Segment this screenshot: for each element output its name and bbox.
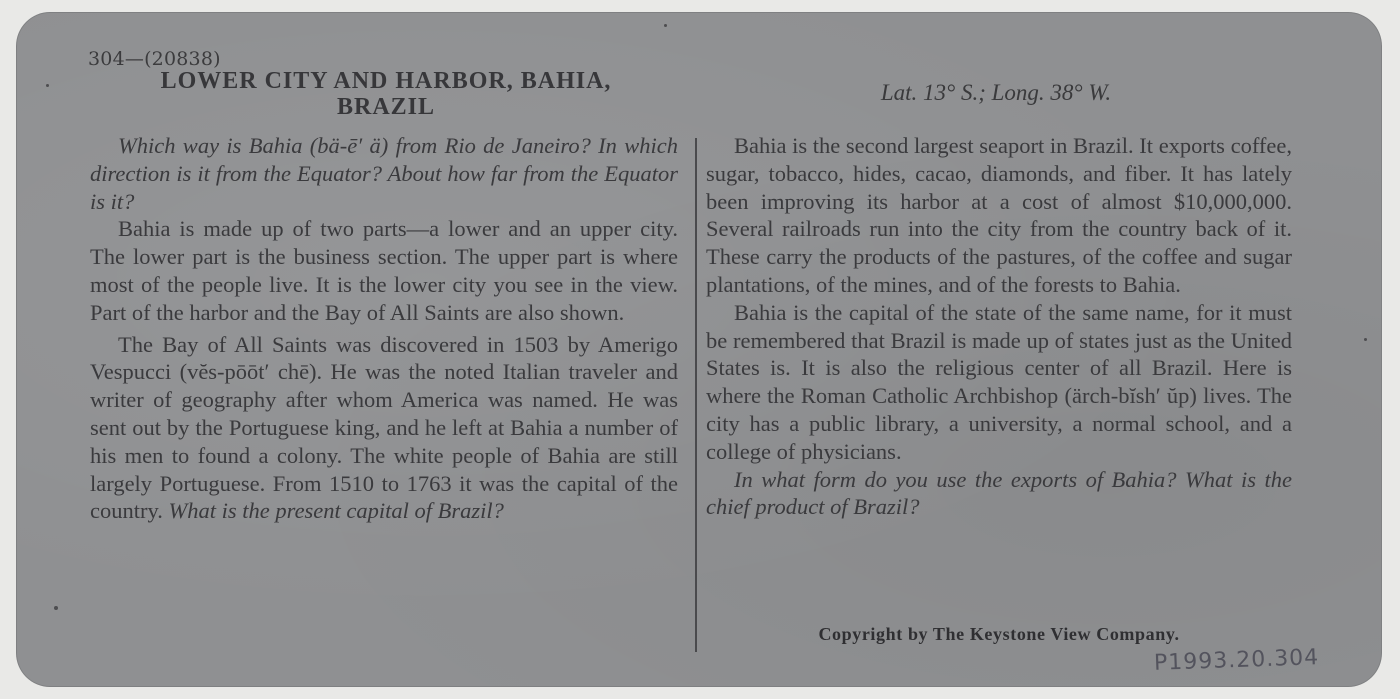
right-paragraph-1: Bahia is the second largest seaport in Brazil. It exports coffee, sugar, tobacco, hides, cacao, diamonds, and fiber. It has lately been improving its harbor at a cost of almost $10,000,000. Several railroads run into the city from the country back of it. These carry the products of the pastures, of the coffee and sugar plantations, of the mines, and of the forests to Bahia. (706, 133, 1292, 297)
left-question: Which way is Bahia (bä-ē′ ä) from Rio de Janeiro? In which direction is it from the Equator? About how far from the Equator is it? (90, 133, 678, 214)
right-question: In what form do you use the exports of Bahia? What is the chief product of Brazil? (706, 466, 1292, 520)
left-paragraph-1: Bahia is made up of two parts—a lower and an upper city. The lower part is the business section. The upper part is where most of the people live. It is the lower city you see in the view. Part of the harbor and the Bay of All Saints are also shown. (90, 216, 678, 325)
ink-speck (46, 84, 49, 87)
card-title-line-1: LOWER CITY AND HARBOR, BAHIA, (160, 68, 612, 94)
copyright-line: Copyright by The Keystone View Company. (818, 624, 1180, 644)
left-paragraph-2 (90, 331, 678, 526)
left-paragraph-2-text: The Bay of All Saints was discovered in 1503 by Amerigo Vespucci (vĕs-pōōt′ chē). He was the noted Italian traveler and writer of geography after whom America was named. He was sent out by the Portuguese king, and he left at Bahia a number of his men to found a colony. The white people of Bahia are still largely Portuguese. From 1510 to 1763 it was the capital of the country. (90, 331, 678, 524)
card-title (86, 68, 686, 120)
right-paragraph-2: Bahia is the capital of the state of the same name, for it must be remembered that Brazil is made up of states just as the United States is. It is also the religious center of all Brazil. Here is where the Roman Catholic Archbishop (ärch-bĭsh′ ŭp) lives. The city has a public library, a university, a normal school, and a college of physicians. (706, 299, 1292, 464)
ink-speck (54, 606, 58, 610)
right-text-column (706, 132, 1292, 521)
stereograph-card-back (16, 12, 1382, 687)
card-title-line-2: BRAZIL (336, 94, 436, 120)
latitude-longitude: Lat. 13° S.; Long. 38° W. (880, 80, 1112, 105)
ink-speck (1364, 338, 1367, 341)
left-text-column (90, 132, 678, 525)
accession-number: P1993.20.304 (1153, 645, 1320, 676)
column-divider (695, 138, 697, 652)
left-paragraph-2-question: What is the present capital of Brazil? (168, 498, 504, 524)
card-reference-number: 304—(20838) (88, 48, 221, 70)
ink-speck (664, 24, 667, 27)
